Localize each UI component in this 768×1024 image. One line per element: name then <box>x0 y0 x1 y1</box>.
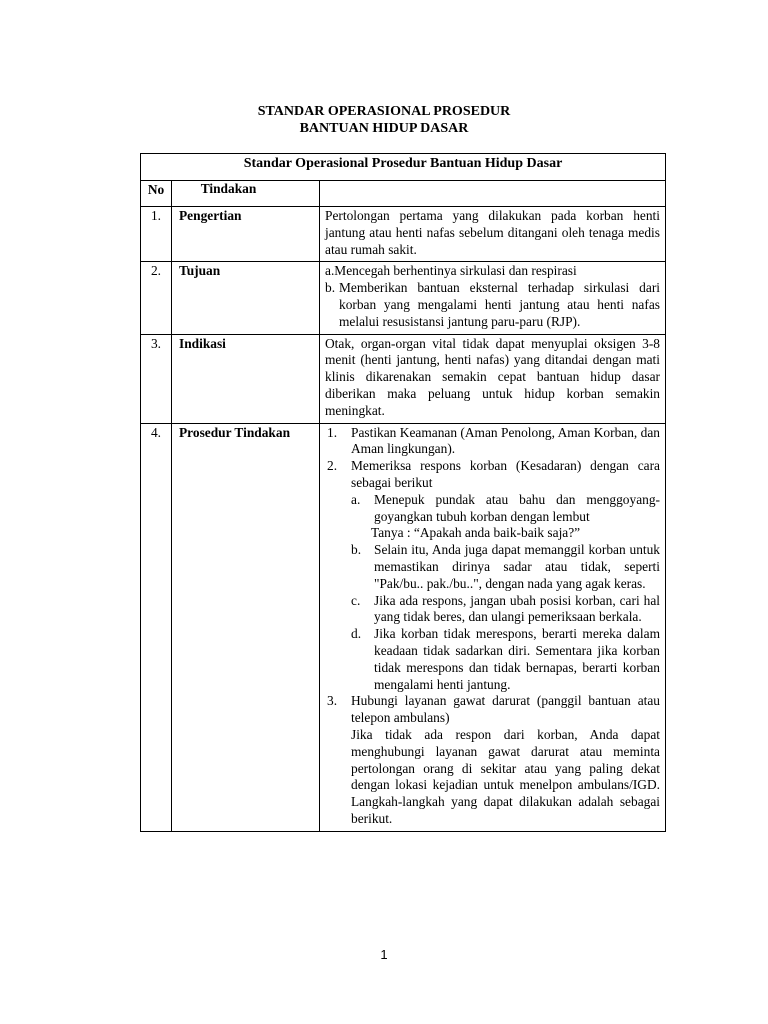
column-header-empty <box>320 181 666 207</box>
row-description: Pertolongan pertama yang dilakukan pada korban henti jantung atau henti nafas sebelum ditangani oleh tenaga medis atau rumah sakit. <box>320 207 666 262</box>
list-marker: b. <box>325 280 336 296</box>
table-row <box>141 423 666 831</box>
list-marker: d. <box>351 626 362 642</box>
sop-table <box>140 153 666 832</box>
row-number: 2. <box>141 262 172 334</box>
list-text: Menepuk pundak atau bahu dan menggoyang-goyangkan tubuh korban dengan lembut <box>374 491 660 524</box>
list-marker: 2. <box>327 458 338 474</box>
procedure-steps <box>325 425 660 828</box>
document-subtitle: BANTUAN HIDUP DASAR <box>299 121 469 136</box>
page-number: 1 <box>380 947 388 962</box>
list-item <box>351 626 660 693</box>
row-action: Tujuan <box>172 262 320 334</box>
list-marker: a. <box>351 491 361 507</box>
list-extra-text: Jika tidak ada respon dari korban, Anda dapat menghubungi layanan gawat darurat atau meminta pertolongan orang di sekitar atau yang paling dekat dengan lokasi kejadian untuk menelpon ambulans/IGD. Langkah-langkah yang dapat dilakukan adalah sebagai berikut. <box>351 726 660 826</box>
row-action: Prosedur Tindakan <box>172 423 320 831</box>
list-text: Mencegah berhentinya sirkulasi dan respirasi <box>334 263 577 279</box>
list-marker: a. <box>325 263 335 279</box>
list-item <box>325 425 660 459</box>
table-row <box>141 334 666 423</box>
row-action: Pengertian <box>172 207 320 262</box>
list-text: Jika ada respons, jangan ubah posisi korban, cari hal yang tidak beres, dan ulangi pemeriksaan berkala. <box>374 592 660 625</box>
list-item <box>351 525 660 542</box>
column-header-action: Tindakan <box>172 181 320 207</box>
row-number: 3. <box>141 334 172 423</box>
list-item <box>325 458 660 693</box>
list-marker: 1. <box>327 424 338 440</box>
list-item <box>325 280 660 330</box>
row-description <box>320 423 666 831</box>
list-text: Hubungi layanan gawat darurat (panggil bantuan atau telepon ambulans) <box>351 693 660 726</box>
row-action: Indikasi <box>172 334 320 423</box>
list-item <box>351 492 660 526</box>
list-marker: b. <box>351 542 362 558</box>
list-marker: c. <box>351 592 361 608</box>
list-text: Memeriksa respons korban (Kesadaran) dengan cara sebagai berikut <box>351 458 660 490</box>
list-text: Selain itu, Anda juga dapat memanggil korban untuk memastikan dirinya sadar atau tidak, seperti "Pak/bu.. pak./bu..", dengan nada yang agak keras. <box>374 542 660 591</box>
row-description <box>320 262 666 334</box>
row-number: 4. <box>141 423 172 831</box>
sub-steps <box>351 492 660 694</box>
table-caption: Standar Operasional Prosedur Bantuan Hidup Dasar <box>141 154 666 181</box>
document-title: STANDAR OPERASIONAL PROSEDUR <box>257 104 511 119</box>
question-text: Tanya : “Apakah anda baik-baik saja?” <box>371 525 581 541</box>
list-item <box>351 542 660 592</box>
column-header-no: No <box>141 181 172 207</box>
table-row <box>141 262 666 334</box>
row-description: Otak, organ-organ vital tidak dapat menyuplai oksigen 3-8 menit (henti jantung, henti nafas) yang ditandai dengan mati klinis dikarenakan semakin cepat bantuan hidup dasar diberikan maka peluang untuk hidup korban semakin meningkat. <box>320 334 666 423</box>
table-row <box>141 207 666 262</box>
list-item <box>325 263 660 280</box>
list-item <box>351 593 660 627</box>
table-caption-row <box>141 154 666 181</box>
row-number: 1. <box>141 207 172 262</box>
list-marker: 3. <box>327 693 338 709</box>
list-text: Pastikan Keamanan (Aman Penolong, Aman Korban, dan Aman lingkungan). <box>351 424 660 457</box>
list-item <box>325 693 660 827</box>
table-header-row <box>141 181 666 207</box>
list-text: Jika korban tidak merespons, berarti mereka dalam keadaan tidak sadarkan diri. Sementara jika korban tidak merespons dan tidak bernapas, berarti korban mengalami henti jantung. <box>374 626 660 692</box>
list-text: Memberikan bantuan eksternal terhadap sirkulasi dari korban yang mengalami henti jantung atau henti nafas melalui resusistansi jantung paru-paru (RJP). <box>339 280 660 329</box>
